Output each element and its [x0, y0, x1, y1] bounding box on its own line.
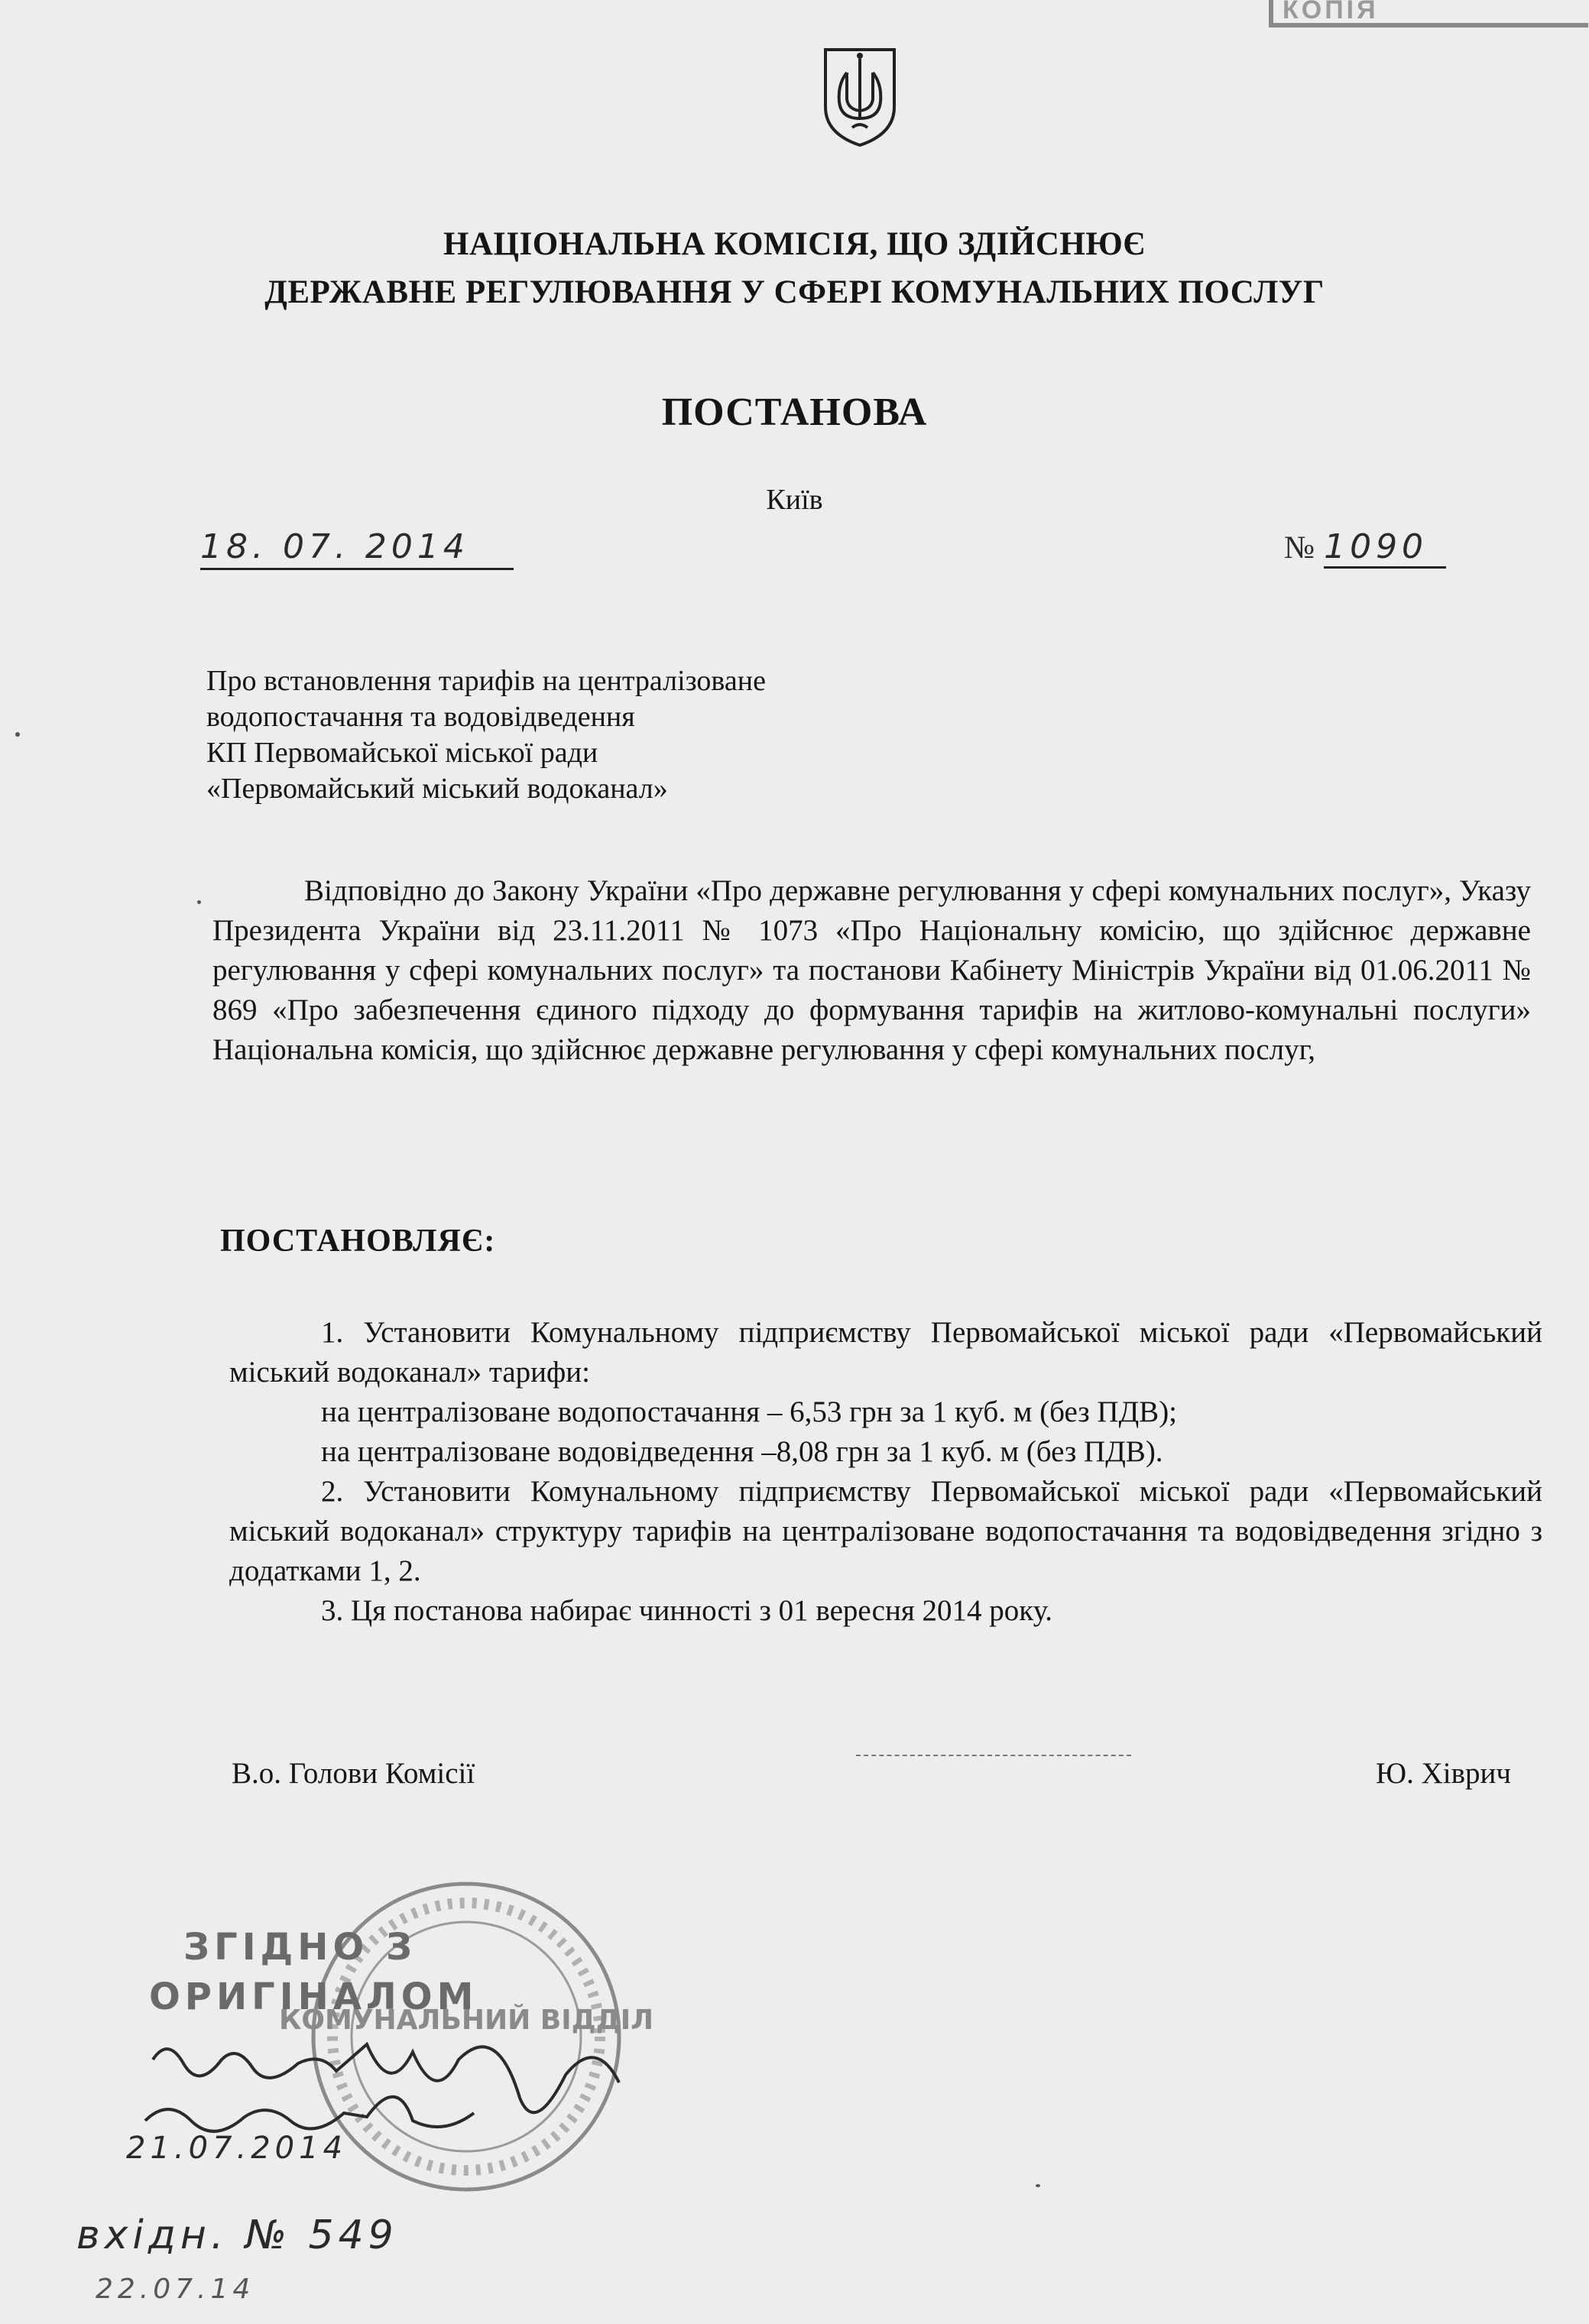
signer-name: Ю. Хіврич	[1376, 1757, 1511, 1790]
subject-line: «Первомайський міський водоканал»	[206, 773, 668, 805]
subject-line: Про встановлення тарифів на централізоване	[206, 665, 766, 697]
document-number-field	[1284, 527, 1446, 569]
certify-stamp-line-2: ОРИГІНАЛОМ	[149, 1976, 478, 2018]
scan-speck	[1036, 2184, 1040, 2187]
tariff-water-supply: на централізоване водопостачання – 6,53 грн за 1 куб. м (без ПДВ);	[321, 1395, 1178, 1428]
incoming-number: вхідн. № 549	[76, 2212, 398, 2258]
document-city: Київ	[766, 484, 823, 516]
coat-of-arms-icon	[818, 42, 902, 149]
seal-text: КОМУНАЛЬНИЙ ВІДДІЛ	[278, 2005, 654, 2036]
certify-date: 21.07.2014	[126, 2131, 348, 2166]
decree-item-1: 1. Установити Комунальному підприємству Первомайської міської ради «Первомайський міський водоканал» тарифи:	[229, 1316, 1542, 1389]
document-number: 1090	[1324, 527, 1446, 569]
handwritten-signature-icon	[138, 2029, 634, 2144]
corner-stamp-fragment: КОПІЯ	[1269, 0, 1588, 28]
decree-item-2: 2. Установити Комунальному підприємству Первомайської міської ради «Первомайський міський водоканал» структуру тарифів на централізоване водопостачання та водовідведення згідно з додатками 1, 2.	[229, 1475, 1542, 1587]
signer-position: В.о. Голови Комісії	[232, 1757, 475, 1790]
decree-item-3: 3. Ця постанова набирає чинності з 01 вересня 2014 року.	[321, 1594, 1053, 1627]
preamble-paragraph: Відповідно до Закону України «Про державне регулювання у сфері комунальних послуг», Указу Президента України від 23.11.2011 № 1073 «Про Національну комісію, що здійснює державне регулювання у сфері комунальних послуг» та постанови Кабінету Міністрів України від 01.06.2011 № 869 «Про забезпечення єдиного підходу до формування тарифів на житлово-комунальні послуги» Національна комісія, що здійснює державне регулювання у сфері комунальних послуг,	[212, 874, 1531, 1066]
scan-speck	[197, 900, 201, 904]
decree-heading: ПОСТАНОВЛЯЄ:	[220, 1224, 496, 1259]
subject-line: водопостачання та водовідведення	[206, 701, 635, 733]
org-name-line-1: НАЦІОНАЛЬНА КОМІСІЯ, ЩО ЗДІЙСНЮЄ	[443, 226, 1146, 262]
certify-stamp-line-1: ЗГІДНО З	[183, 1926, 417, 1969]
document-subject	[206, 663, 971, 807]
incoming-date: 22.07.14	[96, 2274, 255, 2305]
scan-speck	[15, 732, 20, 737]
decree-items	[229, 1313, 1542, 1631]
subject-line: КП Первомайської міської ради	[206, 737, 598, 769]
org-name-line-2: ДЕРЖАВНЕ РЕГУЛЮВАННЯ У СФЕРІ КОМУНАЛЬНИХ ПОСЛУГ	[264, 274, 1325, 310]
tariff-sewerage: на централізоване водовідведення –8,08 грн за 1 куб. м (без ПДВ).	[321, 1435, 1163, 1468]
document-date: 18. 07. 2014	[200, 527, 514, 570]
signature-line	[856, 1755, 1131, 1756]
number-label: №	[1284, 530, 1315, 566]
document-title: ПОСТАНОВА	[661, 391, 928, 434]
